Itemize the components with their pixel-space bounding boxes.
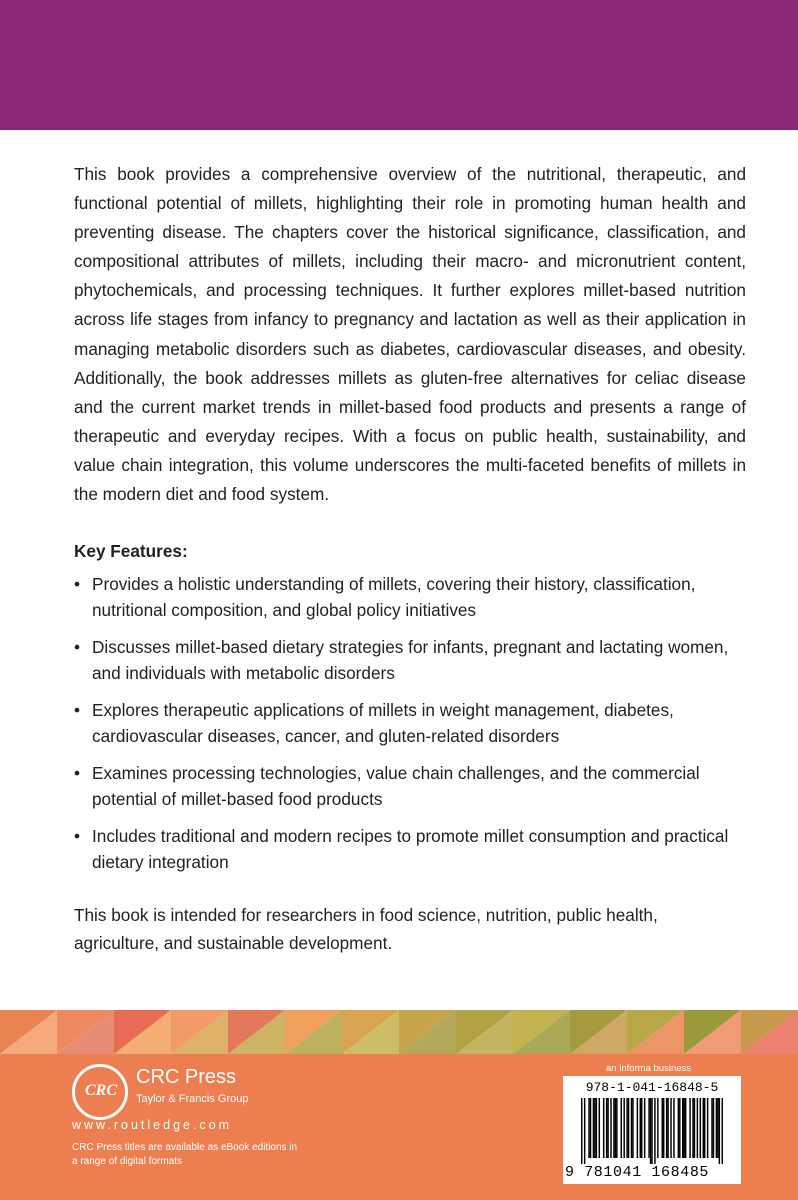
barcode-bar — [679, 1098, 680, 1158]
barcode-bar — [697, 1098, 698, 1158]
barcode-bar — [719, 1098, 720, 1164]
isbn-barcode — [563, 1076, 741, 1184]
barcode-bar — [613, 1098, 614, 1158]
barcode-bar — [666, 1098, 667, 1158]
key-features-list — [74, 571, 746, 875]
barcode-bar — [594, 1098, 595, 1158]
feature-text: Discusses millet-based dietary strategies for infants, pregnant and lactating women, and individuals with metabolic disorders — [92, 637, 729, 684]
barcode-bar — [657, 1098, 658, 1158]
barcode-bar — [707, 1098, 708, 1158]
barcode-bar — [626, 1098, 627, 1158]
barcode-bar — [603, 1098, 604, 1158]
barcode-bar — [678, 1098, 679, 1158]
barcode-bar — [717, 1098, 718, 1158]
barcode-bar — [637, 1098, 638, 1158]
barcode-bar — [599, 1098, 600, 1158]
barcode-bar — [644, 1098, 645, 1158]
barcode-bar — [593, 1098, 594, 1158]
publisher-website: www.routledge.com — [72, 1118, 233, 1132]
list-item — [74, 823, 746, 875]
ebook-note: CRC Press titles are available as eBook editions in a range of digital formats — [72, 1142, 298, 1167]
barcode-bar — [654, 1098, 655, 1164]
barcode-bar — [651, 1098, 652, 1164]
key-features-heading: Key Features: — [74, 541, 188, 562]
barcode-bar — [581, 1098, 582, 1164]
barcode-bar — [673, 1098, 674, 1158]
bullet-icon: • — [74, 637, 81, 658]
barcode-bar — [632, 1098, 633, 1158]
top-color-band — [0, 0, 798, 130]
barcode-bar — [623, 1098, 624, 1158]
barcode-bar — [694, 1098, 695, 1158]
bullet-icon: • — [74, 763, 81, 784]
barcode-bar — [700, 1098, 701, 1158]
barcode-bar — [682, 1098, 683, 1158]
barcode-bar — [610, 1098, 611, 1158]
barcode-bar — [596, 1098, 597, 1158]
barcode-bar — [590, 1098, 591, 1158]
barcode-bar — [616, 1098, 617, 1158]
publisher-name: CRC Press — [136, 1066, 237, 1088]
barcode-bar — [670, 1098, 671, 1158]
bullet-icon: • — [74, 826, 81, 847]
barcode-bar — [662, 1098, 663, 1158]
feature-text: Includes traditional and modern recipes to promote millet consumption and practical dietary integration — [92, 826, 729, 873]
barcode-bar — [615, 1098, 616, 1158]
feature-text: Explores therapeutic applications of millets in weight management, diabetes, cardiovascular diseases, cancer, and gluten-related disorders — [92, 700, 674, 747]
back-cover-content — [74, 160, 746, 957]
barcode-bar — [640, 1098, 641, 1158]
informa-business-label: an informa business — [606, 1063, 692, 1074]
list-item — [74, 634, 746, 686]
intended-audience: This book is intended for researchers in food science, nutrition, public health, agriculture, and sustainable development. — [74, 905, 658, 954]
crc-logo-icon: CRC — [72, 1064, 128, 1120]
bullet-icon: • — [74, 700, 81, 721]
barcode-bar — [716, 1098, 717, 1158]
barcode-bar — [631, 1098, 632, 1158]
barcode-bar — [584, 1098, 585, 1164]
barcode-bar — [704, 1098, 705, 1158]
barcode-bar — [667, 1098, 668, 1158]
book-description: This book provides a comprehensive overview of the nutritional, therapeutic, and functional potential of millets, highlighting their role in promoting human health and preventing disease. The chapters cover the historical significance, classification, and compositional attributes of millets, including their macro- and micronutrient content, phytochemicals, and processing techniques. It further explores millet-based nutrition across life stages from infancy to pregnancy and lactation as well as their application in managing metabolic disorders such as diabetes, cardiovascular diseases, and obesity. Additionally, the book addresses millets as gluten-free alternatives for celiac disease and the current market trends in millet-based food products and presents a range of therapeutic and everyday recipes. With a focus on public health, sustainability, and value chain integration, this volume underscores the multi-faceted benefits of millets in the modern diet and food system. — [74, 164, 746, 505]
barcode-bar — [722, 1098, 723, 1164]
barcode-digits: 9 781041 168485 — [565, 1164, 710, 1181]
feature-text: Examines processing technologies, value chain challenges, and the commercial potential of millet-based food products — [92, 763, 700, 810]
color-mosaic-strip — [0, 1010, 798, 1054]
barcode-bar — [628, 1098, 629, 1158]
feature-text: Provides a holistic understanding of millets, covering their history, classification, nutritional composition, and global policy initiatives — [92, 574, 696, 621]
barcode-bar — [703, 1098, 704, 1158]
barcode-bar — [641, 1098, 642, 1158]
list-item — [74, 760, 746, 812]
bullet-icon: • — [74, 574, 81, 595]
barcode-bar — [689, 1098, 690, 1158]
list-item — [74, 697, 746, 749]
isbn-number: 978-1-041-16848-5 — [585, 1080, 719, 1095]
barcode-bars-icon — [581, 1098, 723, 1164]
barcode-bar — [685, 1098, 686, 1158]
barcode-bar — [607, 1098, 608, 1158]
barcode-bar — [711, 1098, 712, 1158]
barcode-bar — [650, 1098, 651, 1164]
barcode-bar — [648, 1098, 649, 1158]
barcode-bar — [621, 1098, 622, 1158]
barcode-bar — [683, 1098, 684, 1158]
list-item — [74, 571, 746, 623]
barcode-bar — [713, 1098, 714, 1158]
publisher-group: Taylor & Francis Group — [136, 1093, 249, 1105]
barcode-bar — [606, 1098, 607, 1158]
barcode-bar — [663, 1098, 664, 1158]
barcode-bar — [692, 1098, 693, 1158]
barcode-bar — [588, 1098, 589, 1158]
